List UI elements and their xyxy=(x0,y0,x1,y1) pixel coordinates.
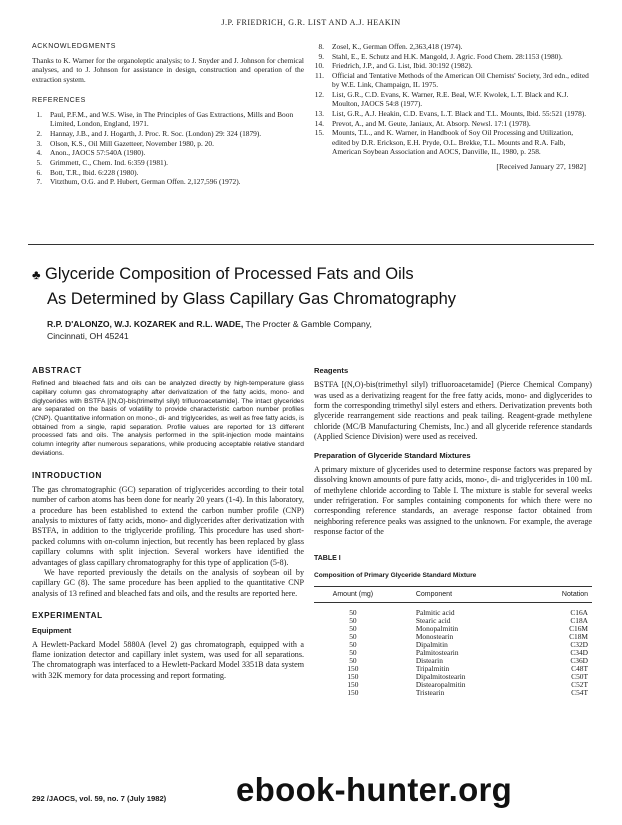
table-header-cell: Amount (mg) xyxy=(314,587,392,603)
left-top-column xyxy=(32,42,304,187)
title-line-2: As Determined by Glass Capillary Gas Chromatography xyxy=(47,290,456,308)
reference-item: 1. Paul, P.F.M., and W.S. Wise, in The Principles of Gas Extractions, Mills and Boon Limited, London, England, 1971. xyxy=(36,110,294,129)
reagents-heading: Reagents xyxy=(314,366,349,375)
table-row: 50 Distearin C36D xyxy=(349,655,588,665)
table-row: 150 Dipalmitostearin C50T xyxy=(347,671,588,681)
reference-item: 7. Vitzthum, O.G. and P. Hubert, German Offen. 2,127,596 (1972). xyxy=(36,177,241,187)
table-row: 150 Distearopalmitin C52T xyxy=(347,679,588,689)
reference-item: 12. List, G.R., C.D. Evans, K. Warner, R.E. Beal, W.F. Kwolek, L.T. Black and K.J. Moulton, JAOCS 54:8 (1977). xyxy=(314,90,569,109)
acknowledgments-text: Thanks to K. Warner for the organoleptic analysis; to J. Snyder and J. Johnson for chemical analyses, and to J. Johnson for assistance in design, construction and operation of the extraction system. xyxy=(32,56,304,84)
composition-table xyxy=(314,586,592,697)
introduction-paragraph-1: The gas chromatographic (GC) separation of triglycerides according to their total number of carbon atoms has been done for nearly 20 years (1-4). In this laboratory, a procedure has been established to extend the carbon number profile (CNP) analysis to mixtures of fatty acids, mono- and diglycerides after derivatization with BSTFA, in addition to the triglyceride profiling. This procedure has used short-packed columns with on-column injection, but recently has been replaced by glass capillary columns with split injection. Several workers have identified the advantages of glass capillary chromatography for this type of application (5-8). xyxy=(32,484,304,567)
table-row: 50 Monopalmitin C16M xyxy=(349,623,588,633)
table-caption: Composition of Primary Glyceride Standard Mixture xyxy=(314,571,477,579)
authors-block xyxy=(47,318,372,342)
reference-item: 11. Official and Tentative Methods of the American Oil Chemists' Society, 3rd edn., edited by W.E. Link, Champaign, IL 1975. xyxy=(315,71,589,90)
right-body-column xyxy=(314,366,592,697)
reference-item: 6. Bott, T.R., Ibid. 6:228 (1980). xyxy=(36,167,139,177)
author-location: Cincinnati, OH 45241 xyxy=(47,331,129,341)
introduction-heading: INTRODUCTION xyxy=(32,470,102,480)
table-row: 50 Monostearin C18M xyxy=(349,631,588,641)
table-row: 150 Tristearin C54T xyxy=(347,687,588,697)
table-header-row xyxy=(314,587,592,603)
preparation-heading: Preparation of Glyceride Standard Mixtures xyxy=(314,450,471,460)
table-header-cell: Component xyxy=(392,587,514,603)
left-body-column xyxy=(32,366,304,681)
preparation-text: A primary mixture of glycerides used to determine response factors was prepared by dissolving known amounts of pure fatty acids, mono-, di- and triglycerides in 100 mL of methylene chloride according to Table I. The mixture is stable for several weeks under refrigeration. For samples containing components for which there were no corresponding reference standards, an average response factor obtained from neighboring reference peaks was assigned to the unknown. For example, the average response factor of the xyxy=(314,464,592,537)
equipment-heading: Equipment xyxy=(32,626,72,636)
running-head: J.P. FRIEDRICH, G.R. LIST AND A.J. HEAKIN xyxy=(221,18,401,27)
reference-item: 3. Olson, K.S., Oil Mill Gazetteer, November 1980, p. 20. xyxy=(36,138,214,148)
article-title xyxy=(32,262,592,311)
acknowledgments-heading: ACKNOWLEDGMENTS xyxy=(32,43,117,50)
reference-item: 13. List, G.R., A.J. Heakin, C.D. Evans, L.T. Black and T.L. Mounts, Ibid. 55:521 (1978). xyxy=(314,108,587,118)
author-names: R.P. D'ALONZO, W.J. KOZAREK and R.L. WADE, xyxy=(47,319,244,329)
table-row: 50 Palmitic acid C16A xyxy=(349,607,588,617)
equipment-text: A Hewlett-Packard Model 5880A (level 2) gas chromatograph, equipped with a flame ionization detector and capillary inlet system, was used for all separations. The chromatograph was interfaced to a Hewlett-Packard Model 3351B data system with 32K memory for data processing and report formating. xyxy=(32,639,304,680)
table-label: TABLE I xyxy=(314,554,341,562)
references-heading: REFERENCES xyxy=(32,96,86,104)
table-row: 150 Tripalmitin C48T xyxy=(347,663,588,673)
references-list-left xyxy=(32,110,304,187)
reference-item: 4. Anon., JAOCS 57:540A (1980). xyxy=(36,148,146,158)
table-row: 50 Dipalmitin C32D xyxy=(349,639,588,649)
title-line-1: ♣ Glyceride Composition of Processed Fats and Oils xyxy=(32,262,592,287)
reagents-text: BSTFA [(N,O)-bis(trimethyl silyl) trifluoroacetamide] (Pierce Chemical Company) was used as a derivatizing reagent for the free fatty acids, mono- and diglycerides to form the corresponding trimethyl silyl esters and ethers. Derivatization prevents both glyceride rearrangement side reactions and peak tailing. Reagent-grade methylene chloride (MC/B Manufacturing Chemists, Inc.) and all glyceride reference standards (Applied Science Division) were used as received. xyxy=(314,380,592,442)
affiliation: The Procter & Gamble Company, xyxy=(243,319,372,329)
abstract-heading: ABSTRACT xyxy=(32,366,82,375)
clover-mark-icon: ♣ xyxy=(32,267,41,282)
experimental-heading: EXPERIMENTAL xyxy=(32,611,103,621)
reference-item: 14. Prevot, A., and M. Geute, Janiaux, At. Absorp. Newsl. 17:1 (1978). xyxy=(314,118,531,128)
table-header-cell: Notation xyxy=(514,587,592,603)
table-row: 50 Stearic acid C18A xyxy=(349,615,588,625)
section-divider xyxy=(28,244,594,245)
watermark-text[interactable]: ebook-hunter.org xyxy=(236,771,513,808)
page-footer: 292 /JAOCS, vol. 59, no. 7 (July 1982) xyxy=(32,794,167,803)
reference-item: 9. Stahl, E., E. Schutz and H.K. Mangold, J. Agric. Food Chem. 28:1153 (1980). xyxy=(318,51,563,61)
table-row: 50 Palmitostearin C34D xyxy=(349,647,588,657)
reference-item: 5. Grimmett, C., Chem. Ind. 6:359 (1981). xyxy=(36,158,169,168)
reference-item: 2. Hannay, J.B., and J. Hogarth, J. Proc. R. Soc. (London) 29: 324 (1879). xyxy=(36,128,262,138)
abstract-text: Refined and bleached fats and oils can be analyzed directly by high-temperature glass capillary column gas chromatography after derivatization of the fatty acids, mono- and diglycerides with BSTFA [(N,O)-bis(trimethyl silyl) trifluoroacetamide]. The intact glycerides are separated on the basis of volatility to provide characteristic carbon number profiles (CNP). Quantitative information on mono-, di- and triglycerides, as well as free fatty acids, is obtained from a single, rapid separation. Profile values are reported for 13 different processed fats and oils. The analysis performed in the split-injection mode maintains column integrity after numerous separations, while producing acceptable relative standard deviations. xyxy=(32,380,304,457)
introduction-paragraph-2: We have reported previously the details on the analysis of soybean oil by capillary GC (8). The same procedure has been applied to the quantitative CNP analysis of 13 refined and bleached fats and oils, and the results are reported here. xyxy=(32,567,304,598)
reference-item: 10. Friedrich, J.P., and G. List, Ibid. 30:192 (1982). xyxy=(314,61,473,71)
received-date: [Received January 27, 1982] xyxy=(496,161,586,171)
reference-item: 8. Zosel, K., German Offen. 2,363,418 (1974). xyxy=(318,42,463,51)
reference-item: 15. Mounts, T.L., and K. Warner, in Handbook of Soy Oil Processing and Utilization, edited by D.R. Erickson, E.H. Pryde, O.L. Brekke, T.L. Mounts and R.A. Falb, American Soybean Association and AOCS, Danville, IL, 1980, p. 258. xyxy=(314,128,574,156)
right-top-column xyxy=(314,42,592,171)
references-list-right xyxy=(314,42,592,156)
